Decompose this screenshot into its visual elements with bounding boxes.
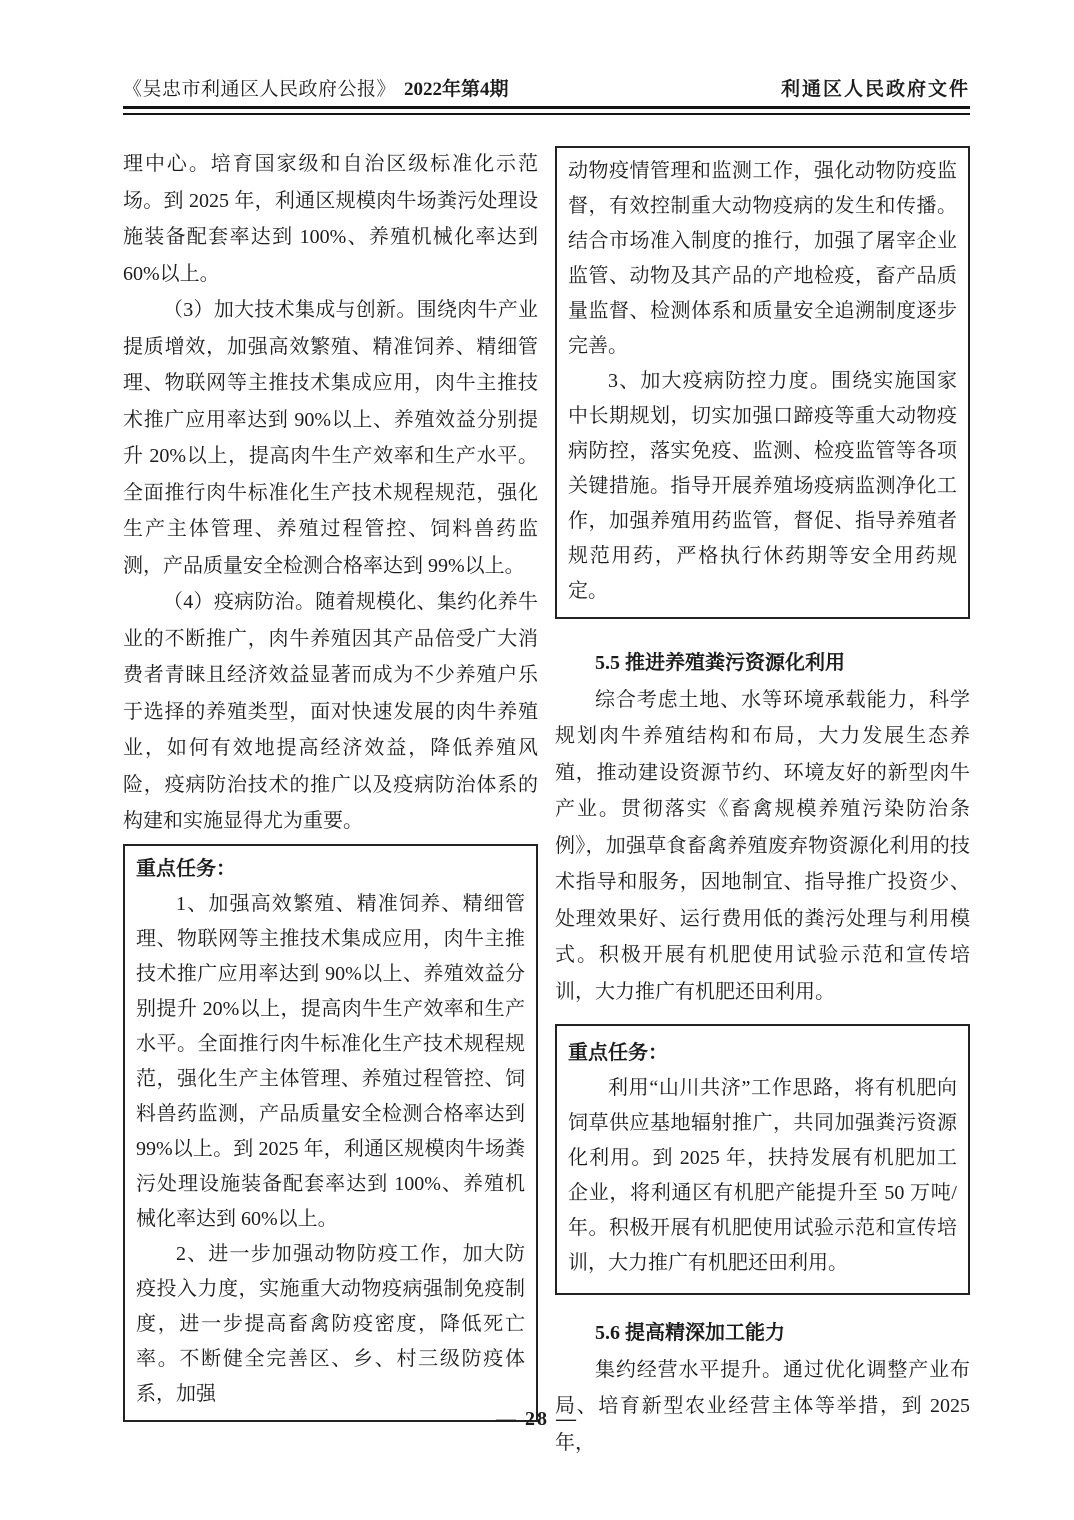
paragraph: 理中心。培育国家级和自治区级标准化示范场。到 2025 年，利通区规模肉牛场粪污处理设施装备配套率达到 100%、养殖机械化率达到 60%以上。 [123, 153, 538, 285]
paragraph: （4）疫病防治。随着规模化、集约化养牛业的不断推广，肉牛养殖因其产品倍受广大消费者青睐且经济效益显著而成为不少养殖户乐于选择的养殖类型，面对快速发展的肉牛养殖业，如何有效地提高经济效益，降低养殖风险，疫病防治技术的推广以及疫病防治体系的构建和实施显得尤为重要。 [123, 591, 538, 832]
key-tasks-box-2 [555, 1024, 970, 1295]
section-heading-5-5: 5.5 推进养殖粪污资源化利用 [595, 652, 845, 674]
key-tasks-item: 2、进一步加强动物防疫工作，加大防疫投入力度，实施重大动物疫病强制免疫制度，进一步提高畜禽防疫密度，降低死亡率。不断健全完善区、乡、村三级防疫体系，加强 [136, 1242, 525, 1405]
key-tasks-box-title: 重点任务： [568, 1042, 668, 1064]
header-divider [123, 106, 970, 115]
key-tasks-item: 3、加大疫病防控力度。围绕实施国家中长期规划，切实加强口蹄疫等重大动物疫病防控，落实免疫、监测、检疫监管等各项关键措施。指导开展养殖场疫病监测净化工作，加强养殖用药监管，督促、指导养殖者规范用药，严格执行休药期等安全用药规定。 [568, 370, 957, 602]
left-column [123, 146, 538, 1461]
section-heading-5-6: 5.6 提高精深加工能力 [595, 1322, 785, 1344]
right-column [555, 146, 970, 1461]
key-tasks-box-continuation [555, 146, 970, 619]
paragraph: （3）加大技术集成与创新。围绕肉牛产业提质增效，加强高效繁殖、精准饲养、精细管理、物联网等主推技术集成应用，肉牛主推技术推广应用率达到 90%以上、养殖效益分别提升 20%以上，提高肉牛生产效率和生产水平。全面推行肉牛标准化生产技术规程规范，强化生产主体管理、养殖过程管控、饲料兽药监测，产品质量安全检测合格率达到 99%以上。 [123, 299, 538, 577]
key-tasks-box [123, 844, 538, 1422]
page-header [123, 74, 970, 101]
header-doc-label: 利通区人民政府文件 [780, 79, 970, 100]
key-tasks-item: 利用“山川共济”工作思路，将有机肥向饲草供应基地辐射推广，共同加强粪污资源化利用。到 2025 年，扶持发展有机肥加工企业，将利通区有机肥产能提升至 50 万吨/年。积极开展有机肥使用试验示范和宣传培训，大力推广有机肥还田利用。 [568, 1077, 957, 1274]
gazette-title: 《吴忠市利通区人民政府公报》 [123, 79, 397, 100]
key-tasks-box-title: 重点任务： [136, 857, 236, 880]
key-tasks-item: 动物疫情管理和监测工作，强化动物防疫监督，有效控制重大动物疫病的发生和传播。结合市场准入制度的推行，加强了屠宰企业监管、动物及其产品的产地检疫，畜产品质量监督、检测体系和质量安全追溯制度逐步完善。 [568, 160, 957, 357]
key-tasks-item: 1、加强高效繁殖、精准饲养、精细管理、物联网等主推技术集成应用，肉牛主推技术推广应用率达到 90%以上、养殖效益分别提升 20%以上，提高肉牛生产效率和生产水平。全面推行肉牛标准化生产技术规程规范，强化生产主体管理、养殖过程管控、饲料兽药监测，产品质量安全检测合格率达到 99%以上。到 2025 年，利通区规模肉牛场粪污处理设施装备配套率达到 100%、养殖机械化率达到 60%以上。 [136, 892, 525, 1230]
page-number: — 28 — [496, 1408, 578, 1430]
paragraph: 集约经营水平提升。通过优化调整产业布局、培育新型农业经营主体等举措，到 2025 年， [555, 1358, 970, 1454]
issue-label: 2022年第4期 [404, 79, 509, 100]
paragraph: 综合考虑土地、水等环境承载能力，科学规划肉牛养殖结构和布局，大力发展生态养殖，推动建设资源节约、环境友好的新型肉牛产业。贯彻落实《畜禽规模养殖污染防治条例》，加强草食畜禽养殖废弃物资源化利用的技术指导和服务，因地制宜、指导推广投资少、处理效果好、运行费用低的粪污处理与利用模式。积极开展有机肥使用试验示范和宣传培训，大力推广有机肥还田利用。 [555, 688, 970, 1003]
header-left [123, 74, 509, 101]
content-area [123, 146, 970, 1461]
